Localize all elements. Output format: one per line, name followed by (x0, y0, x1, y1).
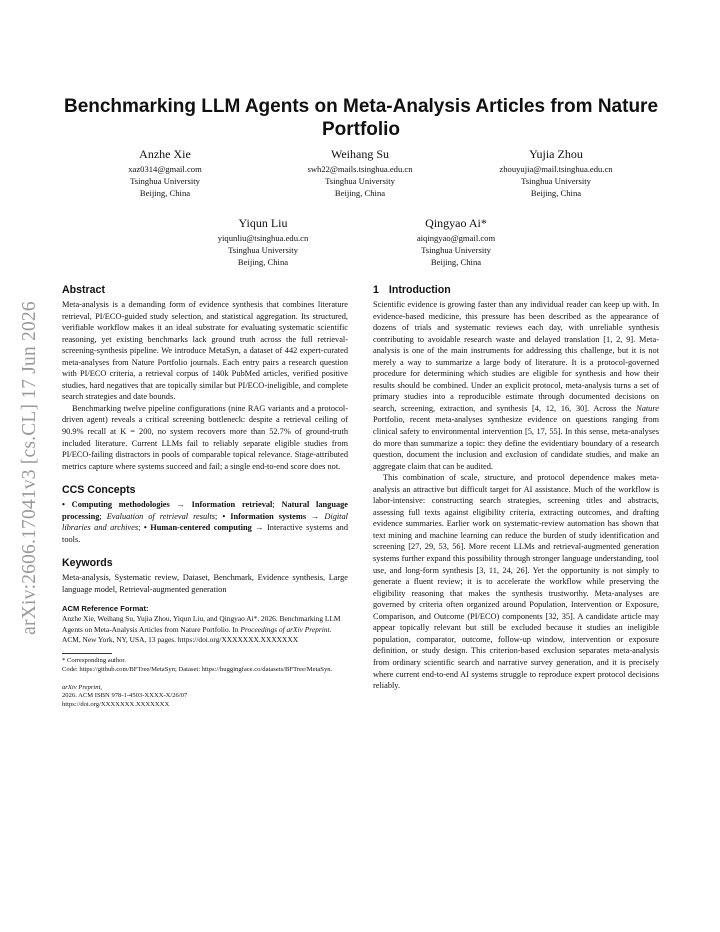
introduction-paragraph-1 (373, 299, 659, 472)
author-block-4 (163, 216, 363, 269)
author-name: Anzhe Xie (139, 147, 191, 161)
publication-venue-text: arXiv Preprint, (62, 683, 103, 691)
abstract-heading: Abstract (62, 284, 105, 296)
author-location: Beijing, China (430, 257, 482, 268)
ccs-concept: • Information systems → (222, 511, 320, 521)
author-affiliation: Tsinghua University (325, 176, 395, 187)
author-block-3 (456, 147, 656, 200)
section-number: 1 (373, 284, 379, 296)
ccs-concept: → Interactive systems and tools. (62, 523, 349, 544)
ccs-concept: • Computing methodologies → Information retrieval (62, 500, 273, 510)
footnote-code-dataset[interactable]: Code: https://github.com/BFTree/MetaSyn; Dataset: https://huggingface.co/datasets/BFTree/MetaSyn. (62, 665, 333, 673)
author-block-2 (260, 147, 460, 200)
author-block-5 (356, 216, 556, 269)
publication-isbn: 2026. ACM ISBN 978-1-4503-XXXX-X/26/07 (62, 692, 188, 700)
author-email[interactable]: yiqunliu@tsinghua.edu.cn (217, 233, 309, 243)
ccs-concept: Evaluation of retrieval results (106, 511, 216, 521)
author-name: Yiqun Liu (238, 216, 288, 230)
introduction-paragraph-2: This combination of scale, structure, and protocol dependence makes meta-analysis an attractive but difficult target for AI assistance. Much of the workflow is labor-intensive: constructing search strategies, screening titles and abstracts, assessing full texts against eligibility criteria, extracting outcomes, and drafting evidence summaries. Earlier work on systematic-review automation has shown that text mining and machine learning can reduce the burden of study identification and screening [27, 29, 53, 56]. More recent LLMs and retrieval-augmented generation systems further expand this possibility through stronger language understanding, tool use, and long-form synthesis [3, 11, 24, 26]. Yet the opportunity is not simply to generate a fluent review; it is to accelerate the workflow while preserving the eligibility reasoning that makes the synthesis trustworthy. Meta-analyses are governed by criteria often organized around Population, Intervention or Exposure, Comparison, and Outcome (PI/ECO) components [32, 35]. A candidate article may appear topically relevant but still be excluded because it studies an ineligible population, comparator, outcome, follow-up window, intervention or exposure definition, or study design. This criterion-based exclusion separates meta-analysis from ordinary scientific search and narrative survey generation, and it is precisely where current end-to-end AI systems struggle to reproduce expert protocol decisions reliably. (373, 473, 659, 691)
left-column (62, 283, 348, 709)
author-affiliation: Tsinghua University (130, 176, 200, 187)
ccs-concept: Digital libraries and archives (62, 511, 348, 533)
keywords-heading: Keywords (62, 557, 113, 570)
author-affiliation: Tsinghua University (521, 176, 591, 187)
intro-text-part: Portfolio, recent meta-analyses synthesize evidence on questions ranging from clinical safety to environmental intervention [5, 17, 55]. In this sense, meta-analyses do more than summarize a topic: they define the evidentiary boundary of a research question, document the inclusion and exclusion of candidate studies, and make an aggregate claim that can be audited. (373, 415, 659, 471)
acm-reference-venue: Proceedings of arXiv Preprint (240, 624, 330, 634)
acm-reference-text (62, 614, 348, 645)
author-email[interactable]: swh22@mails.tsinghua.edu.cn (307, 164, 413, 174)
author-name: Qingyao Ai* (425, 216, 487, 230)
author-block-1 (65, 147, 265, 200)
intro-text-part: Scientific evidence is growing faster than any individual reader can keep up with. In evidence-based medicine, this pressure has been described as the appearance of dozens of trials and systematic reviews each day, with unreliable synthesis contributing to avoidable research waste and delayed translation [1, 2, 9]. Meta-analysis is one of the main instruments for addressing this challenge, but it is not merely a way to summarize a large body of literature. It is a protocol-governed procedure for determining which studies are eligible for synthesis and how their results should be combined. Under an explicit protocol, meta-analysis turns a set of primary studies into a reproducible estimate through documented decisions on search, screening, extraction, and synthesis [4, 12, 16, 30]. Across the (373, 300, 659, 413)
abstract-paragraph-2: Benchmarking twelve pipeline configurations (nine RAG variants and a protocol-driven agent) reveals a critical screening bottleneck: despite a retrieval ceiling of 90.9% recall at K = 200, no system recovers more than 52.7% of ground-truth included literature. Current LLMs fail to reliably separate eligible studies from PI/ECO-failing distractors in pools of comparable topical relevance. Stage-attributed metrics capture where systems succeed and fail; a single end-to-end score does not. (62, 403, 348, 471)
ccs-separator: ; (272, 500, 282, 510)
ccs-concepts-text (62, 499, 348, 545)
arxiv-stamp-text: arXiv:2606.17041v3 [cs.CL] 17 Jun 2026 (19, 301, 40, 635)
publication-doi[interactable]: https://doi.org/XXXXXXX.XXXXXXX (62, 700, 170, 708)
author-location: Beijing, China (237, 257, 289, 268)
footnote-rule (62, 653, 112, 654)
publication-venue (62, 684, 348, 693)
ccs-concept: • Human-centered computing (143, 523, 252, 533)
author-name: Weihang Su (330, 147, 390, 161)
ccs-heading: CCS Concepts (62, 484, 136, 497)
arxiv-identifier-stamp[interactable] (12, 258, 48, 678)
ccs-separator: ; (215, 511, 223, 521)
intro-text-italic: Nature (636, 403, 659, 413)
author-email[interactable]: aiqingyao@gmail.com (416, 233, 496, 243)
author-location: Beijing, China (334, 188, 386, 199)
acm-reference-heading: ACM Reference Format: (62, 604, 149, 614)
paper-title: Benchmarking LLM Agents on Meta-Analysis Articles from Nature Portfolio (63, 96, 659, 140)
footnote-corresponding: * Corresponding author. (62, 657, 126, 665)
introduction-heading (373, 283, 659, 297)
section-title: Introduction (388, 284, 451, 296)
author-name: Yujia Zhou (529, 147, 583, 161)
author-location: Beijing, China (139, 188, 191, 199)
author-affiliation: Tsinghua University (421, 245, 491, 256)
acm-reference-part: . ACM, New York, NY, USA, 13 pages. https://doi.org/XXXXXXX.XXXXXXX (62, 624, 332, 645)
author-email[interactable]: xaz0314@gmail.com (128, 164, 202, 174)
ccs-separator: ; (138, 523, 144, 533)
author-email[interactable]: zhouyujia@mail.tsinghua.edu.cn (499, 164, 613, 174)
acm-reference-part: Anzhe Xie, Weihang Su, Yujia Zhou, Yiqun Liu, and Qingyao Ai*. 2026. Benchmarking LLM Agents on Meta-Analysis Articles from Nature Portfolio. In (62, 614, 341, 634)
ccs-separator: ; (99, 511, 107, 521)
abstract-paragraph-1: Meta-analysis is a demanding form of evidence synthesis that combines literature retrieval, PI/ECO-guided study selection, and statistical aggregation. Its structured, verifiable workflow makes it an ideal substrate for evaluating systematic scientific reasoning, yet existing benchmarks lack ground truth across the full retrieval-screening-synthesis pipeline. We introduce MetaSyn, a dataset of 442 expert-curated meta-analyses from Nature Portfolio journals. Each entry pairs a research question with PI/ECO criteria, a retrieval corpus of 140k PubMed articles, verified positive studies, hard negatives that are topically similar but PI/ECO-ineligible, and complete search strategies and date bounds. (62, 300, 348, 402)
author-location: Beijing, China (530, 188, 582, 199)
author-affiliation: Tsinghua University (228, 245, 298, 256)
right-column (373, 283, 659, 692)
ccs-concept: Natural language processing (62, 500, 349, 521)
keywords-text: Meta-analysis, Systematic review, Dataset, Benchmark, Evidence synthesis, Large language model, Retrieval-augmented generation (62, 573, 348, 594)
